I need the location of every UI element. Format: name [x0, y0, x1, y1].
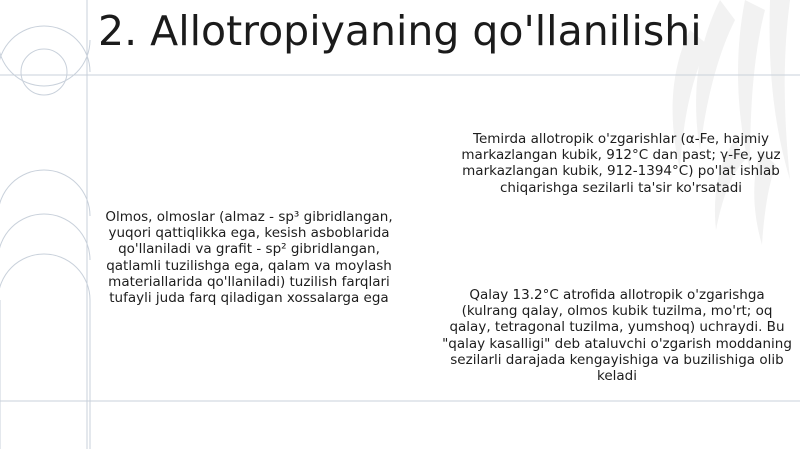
- text-block-iron: Temirda allotropik o'zgarishlar (α-Fe, hajmiy markazlangan kubik, 912°C dan past; γ-Fe, yuz markazlangan kubik, 912-1394°C) po'lat ishlab chiqarishga sezilarli ta'sir ko'rsatadi: [461, 131, 781, 196]
- slide-title: 2. Allotropiyaning qo'llanilishi: [98, 7, 702, 55]
- text-block-tin: Qalay 13.2°C atrofida allotropik o'zgarishga (kulrang qalay, olmos kubik tuzilma, mo'rt; oq qalay, tetragonal tuzilma, yumshoq) uchraydi. Bu "qalay kasalligi" deb ataluvchi o'zgarish moddaning sezilarli darajada kengayishiga va buzilishiga olib keladi: [442, 287, 792, 385]
- text-block-diamond-graphite: Olmos, olmoslar (almaz - sp³ gibridlangan, yuqori qattiqlikka ega, kesish asboblarida qo'llaniladi va grafit - sp² gibridlangan, qatlamli tuzilishga ega, qalam va moylash materiallarida qo'llaniladi) tuzilish farqlari tufayli juda farq qiladigan xossalarga ega: [105, 209, 393, 307]
